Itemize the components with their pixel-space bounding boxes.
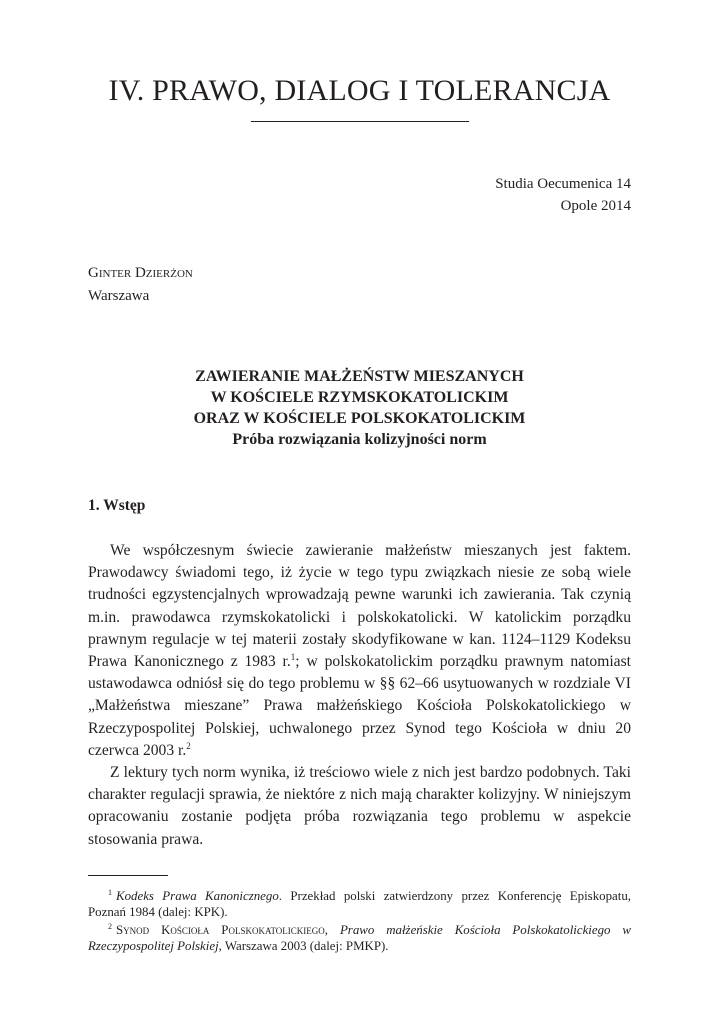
footnote-1-text: . Przekład polski zatwierdzony przez Konferencję Episkopatu, Poznań 1984 (dalej: KPK). [88, 889, 631, 919]
journal-place-year: Opole 2014 [560, 198, 631, 214]
footnote-ref-2: 2 [186, 740, 191, 751]
footnotes [88, 888, 631, 956]
journal-series: Studia Oecumenica 14 [495, 176, 631, 192]
footnote-2 [88, 922, 631, 954]
footnote-ref-1: 1 [290, 651, 296, 662]
footnote-divider [88, 875, 168, 876]
footnote-2-number: 2 [108, 921, 112, 931]
footnote-1 [88, 888, 631, 920]
author-block [88, 262, 193, 308]
article-title [0, 366, 719, 450]
author-name: Ginter Dzierżon [88, 265, 193, 281]
footnote-1-number: 1 [108, 887, 112, 897]
journal-info [495, 173, 631, 217]
footnote-2-author: Synod Kościoła Polskokatolickiego [116, 923, 325, 937]
article-subtitle: Próba rozwiązania kolizyjności norm [232, 431, 487, 448]
footnote-1-italic: Kodeks Prawa Kanonicznego [116, 889, 279, 903]
article-title-line-2: W KOŚCIELE RZYMSKOKATOLICKIM [210, 389, 509, 406]
article-title-line-1: ZAWIERANIE MAŁŻEŃSTW MIESZANYCH [195, 368, 524, 385]
part-title: IV. PRAWO, DIALOG I TOLERANCJA [108, 74, 611, 107]
paragraph-1-part-a: We współczesnym świecie zawieranie małżeństw mieszanych jest faktem. Prawodawcy świadomi tego, iż życie w tego typu związkach niesie ze sobą wiele trudności egzystencjalnych wprowadzają pewne warunki ich zawierania. Tak czynią m.in. prawodawca rzymskokatolicki i polskokatolicki. W katolickim porządku prawnym regulacje w tej materii zostały skodyfikowane w kan. 1124–1129 Kodeksu Prawa Kanonicznego z 1983 r. [88, 542, 631, 671]
body-text [88, 540, 631, 851]
author-affiliation: Warszawa [88, 288, 150, 304]
paragraph-2: Z lektury tych norm wynika, iż treściowo wiele z nich jest bardzo podobnych. Taki charakter regulacji sprawia, że niektóre z nich mają charakter kolizyjny. W niniejszym opracowaniu zostanie podjęta próba rozwiązania tego problemu w aspekcie stosowania prawa. [88, 764, 631, 848]
paragraph-1 [88, 540, 631, 762]
article-title-line-3: ORAZ W KOŚCIELE POLSKOKATOLICKIM [193, 410, 526, 427]
section-heading: 1. Wstęp [88, 497, 146, 514]
title-divider [251, 121, 469, 122]
paragraph-1-part-b: ; w polskokatolickim porządku prawnym natomiast ustawodawca odniósł się do tego problemu w §§ 62–66 usytuowanych w rozdziale VI „Małżeństwa mieszane” Prawa małżeńskiego Kościoła Polskokatolickiego w Rzeczypospolitej Polskiej, uchwalonego przez Synod tego Kościoła w dniu 20 czerwca 2003 r. [88, 653, 631, 759]
footnote-2-italic: Prawo małżeńskie Kościoła Polskokatolickiego w Rzeczypospolitej Polskiej [88, 923, 632, 953]
footnote-2-separator: , [324, 923, 340, 937]
footnote-2-text: , Warszawa 2003 (dalej: PMKP). [218, 939, 389, 953]
